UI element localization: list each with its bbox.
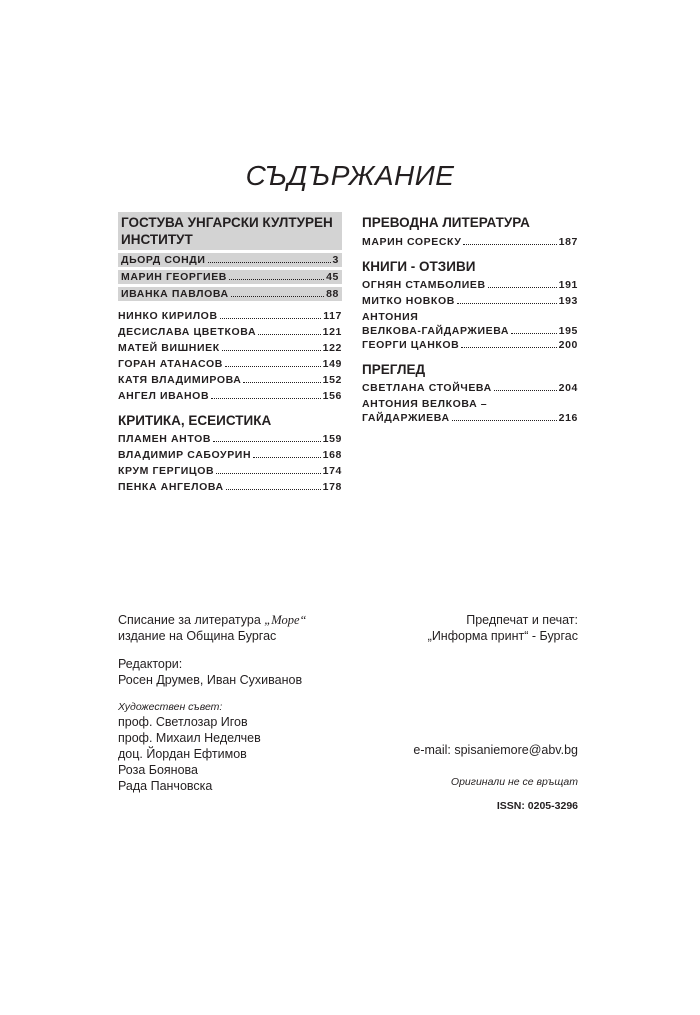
leader-dots <box>461 338 556 348</box>
toc-entry[interactable] <box>118 253 342 267</box>
council-member: проф. Михаил Неделчев <box>118 731 261 745</box>
criticism-heading: КРИТИКА, ЕСЕИСТИКА <box>118 413 272 428</box>
entry-page: 174 <box>322 465 342 477</box>
review-heading: ПРЕГЛЕД <box>362 362 426 377</box>
toc-entry[interactable] <box>362 294 578 308</box>
criticism-entries <box>118 432 342 494</box>
leader-dots <box>243 373 320 383</box>
imprint-left <box>118 612 306 794</box>
toc-entry[interactable] <box>118 480 342 494</box>
translation-entries <box>362 235 578 249</box>
entry-name: ПЕНКА АНГЕЛОВА <box>118 481 224 493</box>
issn: ISSN: 0205-3296 <box>496 800 578 812</box>
review-entries <box>362 381 578 395</box>
toc-entry[interactable] <box>118 270 342 284</box>
entry-page: 152 <box>322 374 342 386</box>
entry-name: МАТЕЙ ВИШНИЕК <box>118 342 220 354</box>
toc-left-column <box>118 212 342 496</box>
council-member: доц. Йордан Ефтимов <box>118 747 247 761</box>
council-member: Рада Панчовска <box>118 779 213 793</box>
toc-entry[interactable] <box>118 287 342 301</box>
leader-dots <box>222 341 321 351</box>
toc-entry[interactable] <box>118 464 342 478</box>
email[interactable]: e-mail: spisaniemore@abv.bg <box>413 743 578 757</box>
toc-entry[interactable] <box>362 235 578 249</box>
leader-dots <box>452 411 557 421</box>
journal-line-prefix: Списание за литература <box>118 613 261 627</box>
entry-page: 204 <box>558 382 578 394</box>
originals-note: Оригинали не се връщат <box>450 776 578 788</box>
council-member: проф. Светлозар Игов <box>118 715 248 729</box>
entry-page: 88 <box>326 288 339 300</box>
entry-page: 122 <box>322 342 342 354</box>
leader-dots <box>225 357 321 367</box>
toc-entry[interactable] <box>118 325 342 339</box>
contact-block <box>413 742 578 814</box>
review-multi-line: АНТОНИЯ ВЕЛКОВА – <box>362 398 488 410</box>
entry-name: МИТКО НОВКОВ <box>362 295 455 307</box>
entry-name: АНГЕЛ ИВАНОВ <box>118 390 210 402</box>
toc-entry[interactable] <box>118 373 342 387</box>
council-list <box>118 714 306 794</box>
toc-entry[interactable] <box>118 389 342 403</box>
toc-entry[interactable] <box>362 338 578 352</box>
entry-page: 195 <box>558 325 578 337</box>
leader-dots <box>226 480 321 490</box>
entry-name: ИВАНКА ПАВЛОВА <box>121 288 229 300</box>
leader-dots <box>494 381 557 391</box>
leader-dots <box>208 253 331 263</box>
leader-dots <box>220 309 322 319</box>
toc-entry[interactable] <box>362 324 578 338</box>
entry-page: 216 <box>558 412 578 424</box>
entry-name: МАРИН ГЕОРГИЕВ <box>121 271 227 283</box>
featured-heading: ГОСТУВА УНГАРСКИ КУЛТУРЕН ИНСТИТУТ <box>118 212 342 250</box>
entry-page: 178 <box>322 481 342 493</box>
leader-dots <box>229 270 324 280</box>
toc-entries <box>118 309 342 403</box>
translation-heading: ПРЕВОДНА ЛИТЕРАТУРА <box>362 215 530 230</box>
entry-name: ГОРАН АТАНАСОВ <box>118 358 223 370</box>
entry-page: 187 <box>558 236 578 248</box>
council-member: Роза Боянова <box>118 763 198 777</box>
entry-name: ДЕСИСЛАВА ЦВЕТКОВА <box>118 326 257 338</box>
leader-dots <box>511 324 557 334</box>
leader-dots <box>213 432 321 442</box>
editors: Росен Друмев, Иван Сухиванов <box>118 673 303 687</box>
leader-dots <box>457 294 557 304</box>
leader-dots <box>211 389 321 399</box>
council-label: Художествен съвет: <box>118 701 223 713</box>
entry-name: НИНКО КИРИЛОВ <box>118 310 218 322</box>
entry-name: КАТЯ ВЛАДИМИРОВА <box>118 374 242 386</box>
print-label: Предпечат и печат: <box>466 613 578 627</box>
entry-name: ГЕОРГИ ЦАНКОВ <box>362 339 460 351</box>
toc-entry[interactable] <box>118 309 342 323</box>
entry-name: ДЬОРД СОНДИ <box>121 254 206 266</box>
entry-page: 156 <box>322 390 342 402</box>
toc-entry[interactable] <box>362 278 578 292</box>
entry-name: ПЛАМЕН АНТОВ <box>118 433 212 445</box>
publisher-line: издание на Община Бургас <box>118 629 277 643</box>
featured-section <box>118 212 342 250</box>
entry-page: 191 <box>558 279 578 291</box>
leader-dots <box>463 235 556 245</box>
entry-page: 149 <box>322 358 342 370</box>
entry-page: 200 <box>558 339 578 351</box>
toc-entry[interactable] <box>118 341 342 355</box>
editors-label: Редактори: <box>118 657 183 671</box>
entry-name: ВЛАДИМИР САБОУРИН <box>118 449 252 461</box>
toc-entry[interactable] <box>118 448 342 462</box>
leader-dots <box>216 464 321 474</box>
leader-dots <box>253 448 321 458</box>
entry-page: 45 <box>326 271 339 283</box>
entry-name: ОГНЯН СТАМБОЛИЕВ <box>362 279 486 291</box>
entry-name: КРУМ ГЕРГИЦОВ <box>118 465 215 477</box>
books-entries-after <box>362 338 578 352</box>
toc-right-column <box>362 212 578 425</box>
imprint-right <box>428 612 578 644</box>
journal-line <box>118 612 306 628</box>
entry-name: ВЕЛКОВА-ГАЙДАРЖИЕВА <box>362 325 510 337</box>
entry-name: ГАЙДАРЖИЕВА <box>362 412 450 424</box>
entry-page: 159 <box>322 433 342 445</box>
toc-entry[interactable] <box>118 357 342 371</box>
entry-page: 121 <box>322 326 342 338</box>
entry-page: 193 <box>558 295 578 307</box>
toc-entry[interactable] <box>362 381 578 395</box>
books-multi-line: АНТОНИЯ <box>362 311 419 323</box>
entry-name: СВЕТЛАНА СТОЙЧЕВА <box>362 382 492 394</box>
printer: „Информа принт“ - Бургас <box>427 629 578 643</box>
toc-entry[interactable] <box>362 411 578 425</box>
journal-name: „Море“ <box>264 613 307 627</box>
leader-dots <box>231 287 324 297</box>
books-entries <box>362 278 578 308</box>
entry-page: 117 <box>323 310 342 322</box>
entry-page: 168 <box>322 449 342 461</box>
entry-name: МАРИН СОРЕСКУ <box>362 236 462 248</box>
toc-entry[interactable] <box>118 432 342 446</box>
entry-page: 3 <box>332 254 339 266</box>
page-title: СЪДЪРЖАНИЕ <box>245 160 455 191</box>
leader-dots <box>488 278 557 288</box>
featured-entries <box>118 253 342 301</box>
leader-dots <box>258 325 321 335</box>
books-heading: КНИГИ - ОТЗИВИ <box>362 259 476 274</box>
